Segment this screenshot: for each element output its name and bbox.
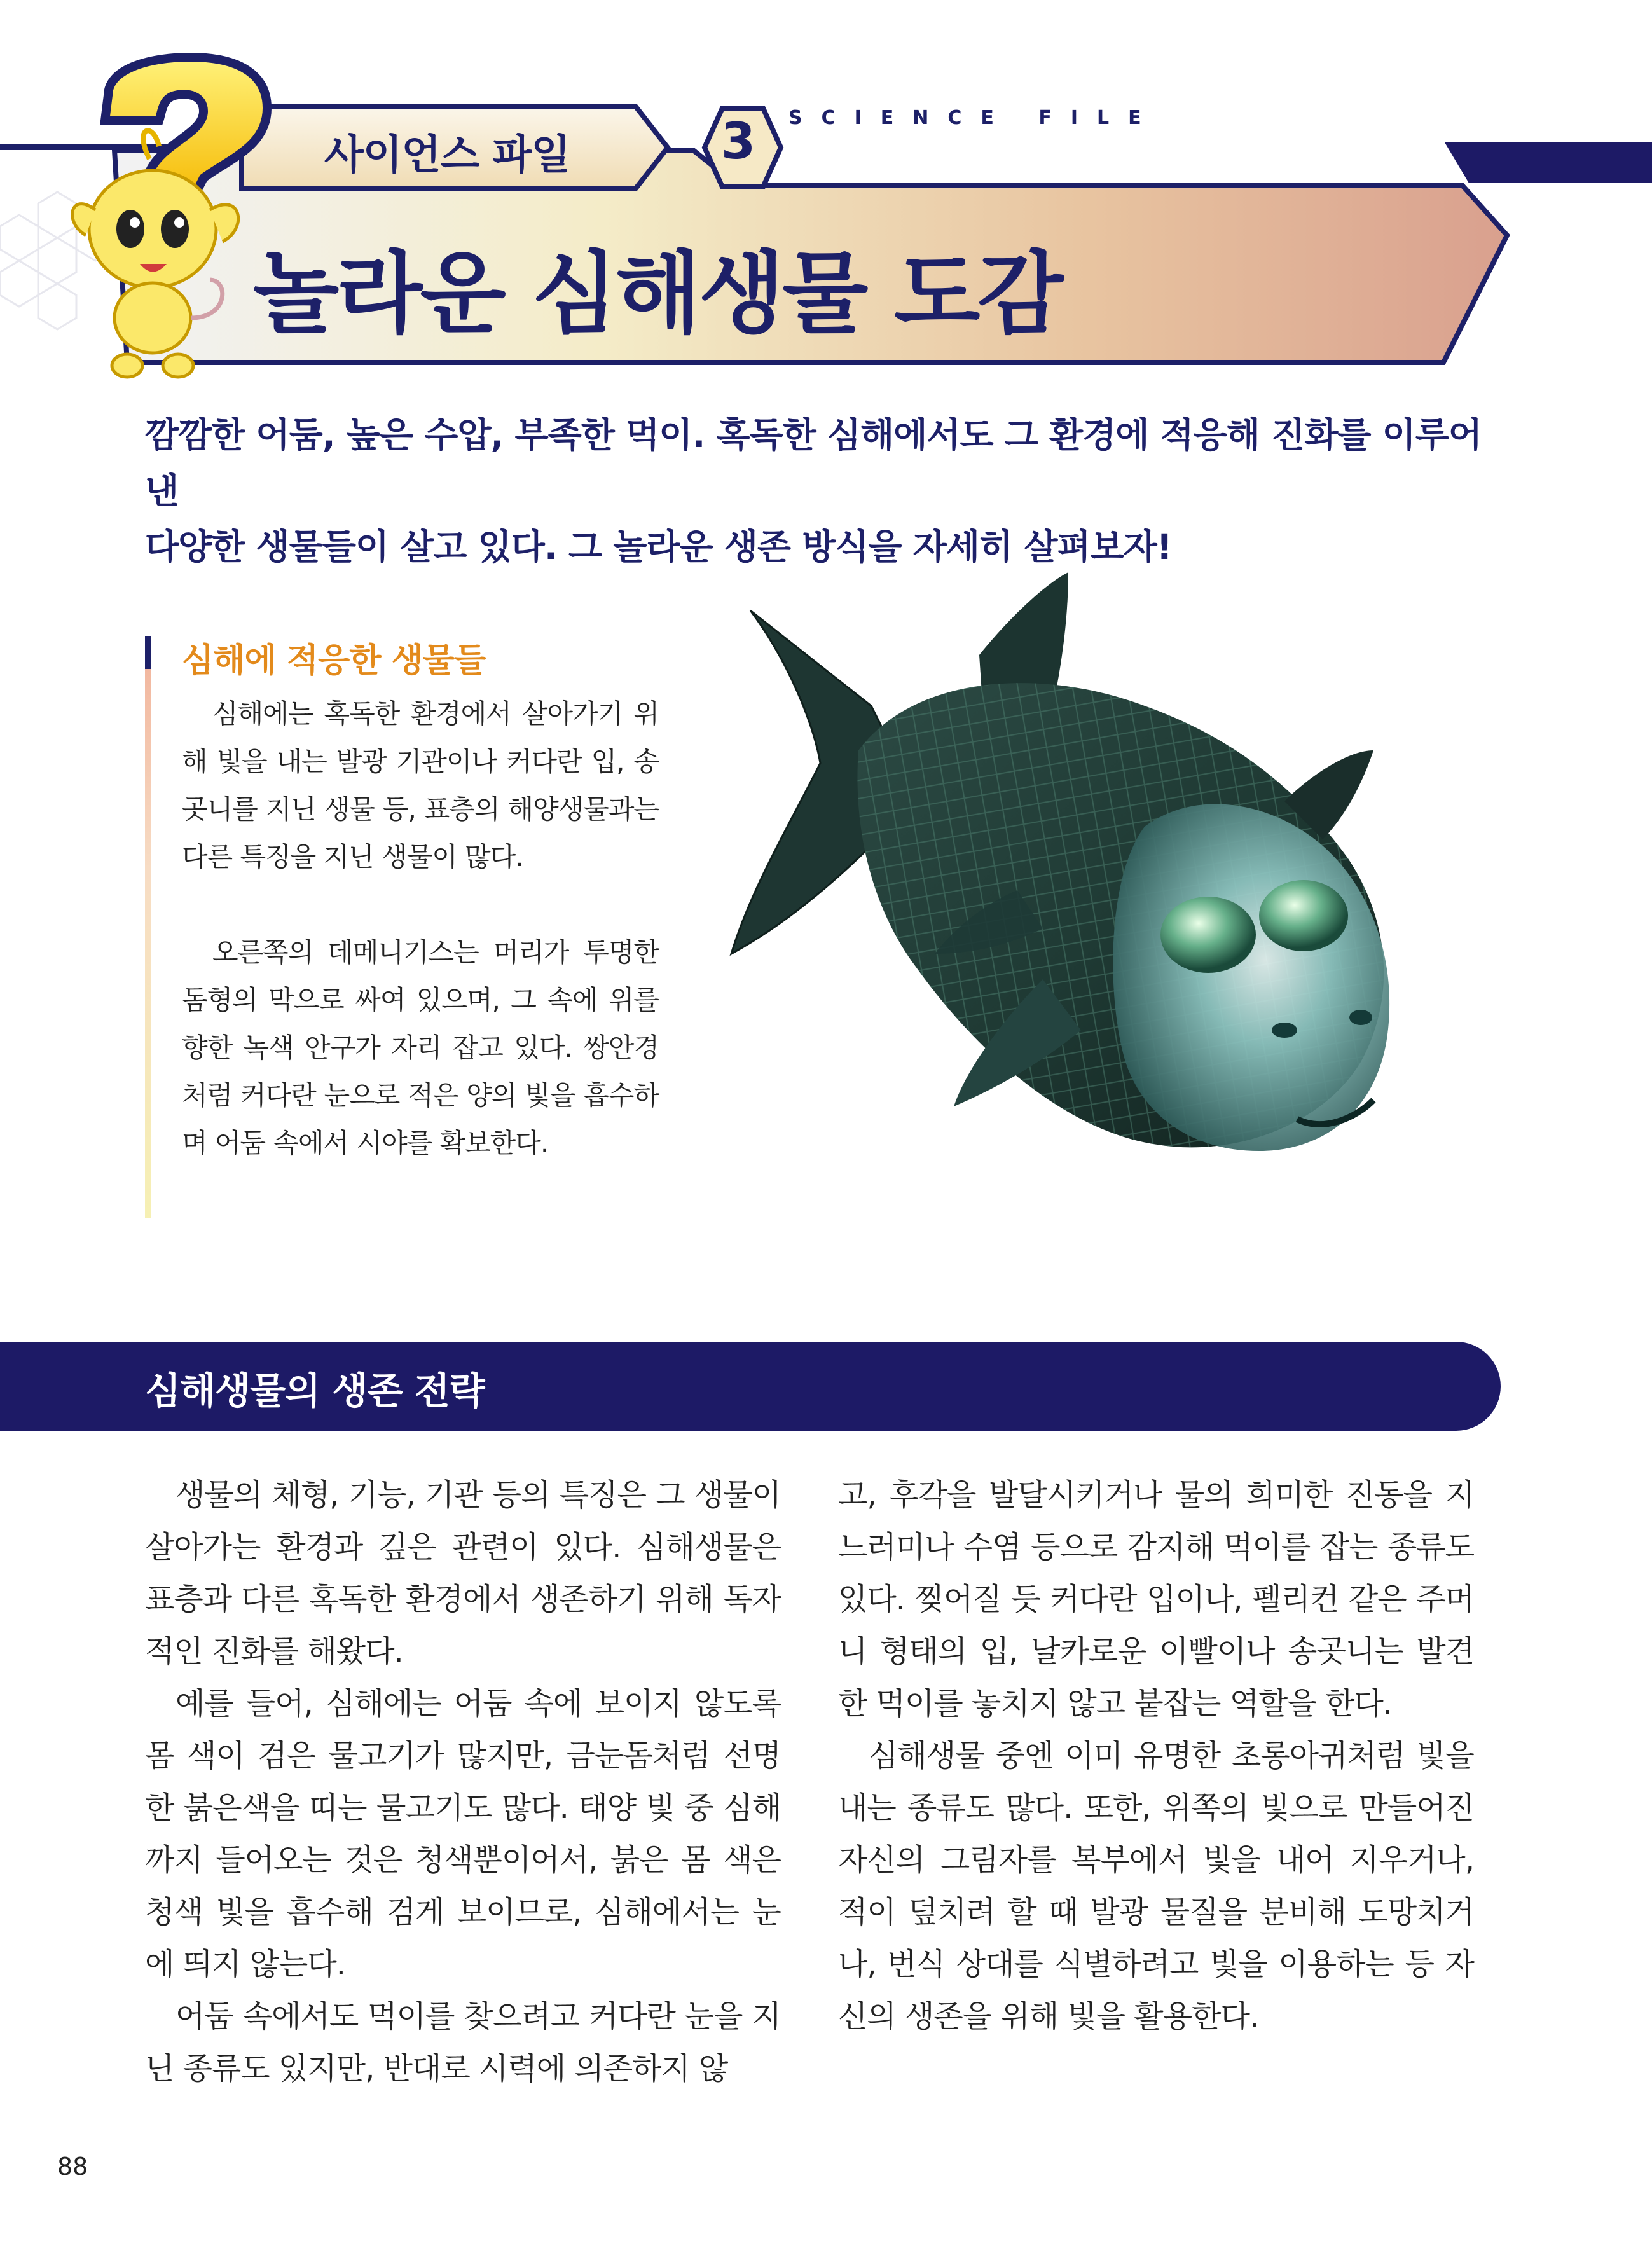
body-paragraph: 심해생물 중엔 이미 유명한 초롱아귀처럼 빛을 내는 종류도 많다. 또한, 위쪽의 빛으로 만들어진 자신의 그림자를 복부에서 빛을 내어 지우거나, 적이 덮치려 할 때 발광 물질을 분비해 도망치거나, 번식 상대를 식별하려고 빛을 이용하는 등 자신의 생존을 위해 빛을 활용한다. [838,1738,1474,2034]
intro-paragraph [145,407,1512,575]
body-paragraph: 예를 들어, 심해에는 어둠 속에 보이지 않도록 몸 색이 검은 물고기가 많지만, 금눈돔처럼 선명한 붉은색을 띠는 물고기도 많다. 태양 빛 중 심해까지 들어오는 것은 청색뿐이어서, 붉은 몸 색은 청색 빛을 흡수해 검게 보이므로, 심해에서는 눈에 띄지 않는다. [145,1686,781,1982]
left-eye-icon [1160,897,1256,973]
intro-line-1: 깜깜한 어둠, 높은 수압, 부족한 먹이. 혹독한 심해에서도 그 환경에 적응해 진화를 이루어낸 [145,415,1482,511]
sidebox-paragraph-1: 심해에는 혹독한 환경에서 살아가기 위해 빛을 내는 발광 기관이나 커다란 입, 송곳니를 지닌 생물 등, 표층의 해양생물과는 다른 특징을 지닌 생물이 많다. [182,698,659,872]
series-label: 사이언스 파일 [324,132,570,179]
header-right-strip [1445,142,1652,183]
body-paragraph: 고, 후각을 발달시키거나 물의 희미한 진동을 지느러미나 수염 등으로 감지해 먹이를 잡는 종류도 있다. 찢어질 듯 커다란 입이나, 펠리컨 같은 주머니 형태의 입, 날카로운 이빨이나 송곳니는 발견한 먹이를 놓치지 않고 붙잡는 역할을 한다. [838,1477,1474,1721]
barreleye-fish-illustration [712,560,1501,1246]
page-number: 88 [57,2153,88,2181]
body-paragraph: 생물의 체형, 기능, 기관 등의 특징은 그 생물이 살아가는 환경과 깊은 관련이 있다. 심해생물은 표층과 다른 혹독한 환경에서 생존하기 위해 독자적인 진화를 해왔다. [145,1477,781,1669]
section-title: 심해생물의 생존 전략 [145,1369,485,1412]
sidebox-heading: 심해에 적응한 생물들 [182,642,486,680]
body-paragraph: 어둠 속에서도 먹이를 찾으려고 커다란 눈을 지닌 종류도 있지만, 반대로 시력에 의존하지 않 [145,1999,781,2086]
file-number: 3 [720,113,756,170]
right-eye-icon [1259,880,1348,951]
english-series-label: SCIENCE FILE [788,107,1160,129]
intro-line-2: 다양한 생물들이 살고 있다. 그 놀라운 생존 방식을 자세히 살펴보자! [145,527,1172,567]
transparent-head-dome [1113,804,1389,1151]
body-column-right [838,1469,1474,2043]
page-title: 놀라운 심해생물 도감 [253,242,1061,346]
sidebox-accent-bar [145,636,151,1218]
sidebox-paragraph-2: 오른쪽의 데메니기스는 머리가 투명한 돔형의 막으로 싸여 있으며, 그 속에 위를 향한 녹색 안구가 자리 잡고 있다. 쌍안경처럼 커다란 눈으로 적은 양의 빛을 흡수하며 어둠 속에서 시야를 확보한다. [182,937,659,1159]
body-column-left [145,1469,781,2095]
